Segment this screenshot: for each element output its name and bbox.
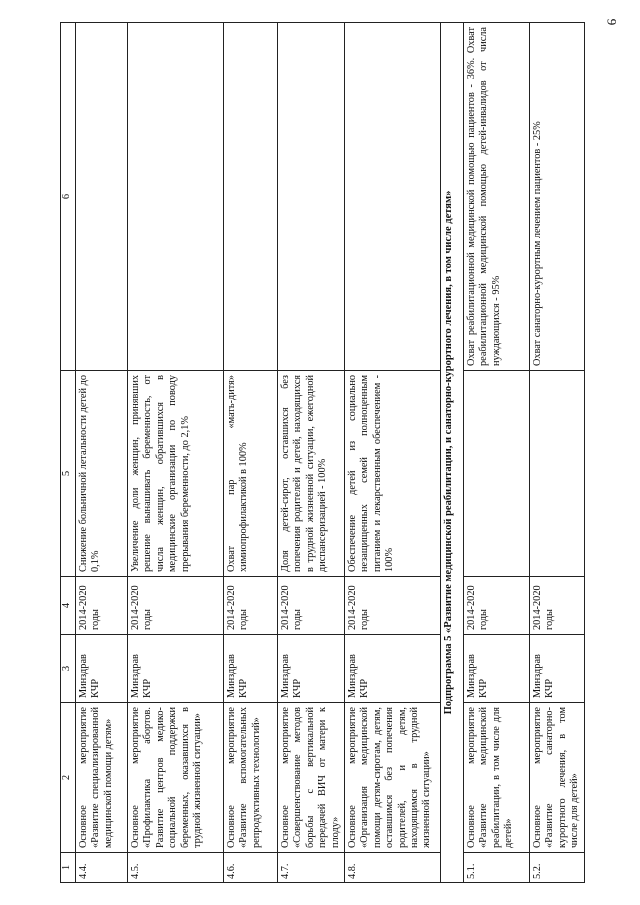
header-cell: 2 [61,703,76,853]
row-number: 4.8. [345,853,441,883]
indicator-cell [128,23,224,371]
table-row [530,23,585,883]
period-cell: 2014-2020 годы [128,577,224,635]
header-cell: 1 [61,853,76,883]
row-number: 4.6. [224,853,278,883]
event-cell: Основное мероприятие «Развитие вспомогательных репродуктивных технологий» [224,703,278,853]
page-number: 9 [604,18,620,26]
executor-cell: Минздрав КЧР [530,635,585,703]
period-cell: 2014-2020 годы [464,577,530,635]
executor-cell: Минздрав КЧР [278,635,345,703]
indicator-cell [224,23,278,371]
period-cell: 2014-2020 годы [345,577,441,635]
result-cell: Доля детей-сирот, оставшихся без попечения родителей и детей, находящихся в трудной жизненной ситуации, ежегодной диспансеризацией - 100% [278,371,345,577]
table-row [278,23,345,883]
row-number: 4.5. [128,853,224,883]
executor-cell: Минздрав КЧР [464,635,530,703]
executor-cell: Минздрав КЧР [224,635,278,703]
period-cell: 2014-2020 годы [76,577,128,635]
program-table [60,22,585,883]
indicator-cell: Охват санаторно-курортным лечением пациентов - 25% [530,23,585,371]
header-cell: 5 [61,371,76,577]
header-cell: 4 [61,577,76,635]
result-cell: Увеличение доли женщин, принявших решение вынашивать беременность, от числа женщин, обратившихся в медицинские организации по поводу прерывания беременности, до 2,1% [128,371,224,577]
table-header-row [61,23,76,883]
table-row [76,23,128,883]
header-cell: 6 [61,23,76,371]
row-number: 4.7. [278,853,345,883]
table-row [128,23,224,883]
table-row [224,23,278,883]
event-cell: Основное мероприятие «Профилактика абортов. Развитие центров медико-социальной поддержки беременных, оказавшихся в трудной жизненной ситуации» [128,703,224,853]
event-cell: Основное мероприятие «Развитие специализированной медицинской помощи детям» [76,703,128,853]
result-cell: Снижение больничной летальности детей до 0,1% [76,371,128,577]
indicator-cell [345,23,441,371]
period-cell: 2014-2020 годы [278,577,345,635]
result-cell: Охват пар «мать-дитя» химиопрофилактикой в 100% [224,371,278,577]
result-cell [464,371,530,577]
indicator-cell [278,23,345,371]
subprogram-row [441,23,464,883]
row-number: 4.4. [76,853,128,883]
period-cell: 2014-2020 годы [224,577,278,635]
result-cell: Обеспечение детей из социально незащищенных семей полноценным питанием и лекарственным обеспечением - 100% [345,371,441,577]
event-cell: Основное мероприятие «Совершенствование методов борьбы с вертикальной передачей ВИЧ от матери к плоду» [278,703,345,853]
indicator-cell [76,23,128,371]
row-number: 5.1. [464,853,530,883]
subprogram-title: Подпрограмма 5 «Развитие медицинской реабилитации, и санаторно-курортного лечения, в том числе детям» [441,23,464,883]
event-cell: Основное мероприятие «Развитие медицинской реабилитации, в том числе для детей» [464,703,530,853]
row-number: 5.2. [530,853,585,883]
header-cell: 3 [61,635,76,703]
period-cell: 2014-2020 годы [530,577,585,635]
table-row [464,23,530,883]
event-cell: Основное мероприятие «Организация медицинской помощи детям-сиротам, детям, оставшимся без попечения родителей, и детям, находящимся в трудной жизненной ситуации» [345,703,441,853]
event-cell: Основное мероприятие «Развитие санаторно-курортного лечения, в том числе для детей» [530,703,585,853]
result-cell [530,371,585,577]
executor-cell: Минздрав КЧР [345,635,441,703]
executor-cell: Минздрав КЧР [128,635,224,703]
indicator-cell: Охват реабилитационной медицинской помощью пациентов - 36%. Охват реабилитационной медицинской помощью детей-инвалидов от числа нуждающихся - 95% [464,23,530,371]
table-row [345,23,441,883]
executor-cell: Минздрав КЧР [76,635,128,703]
